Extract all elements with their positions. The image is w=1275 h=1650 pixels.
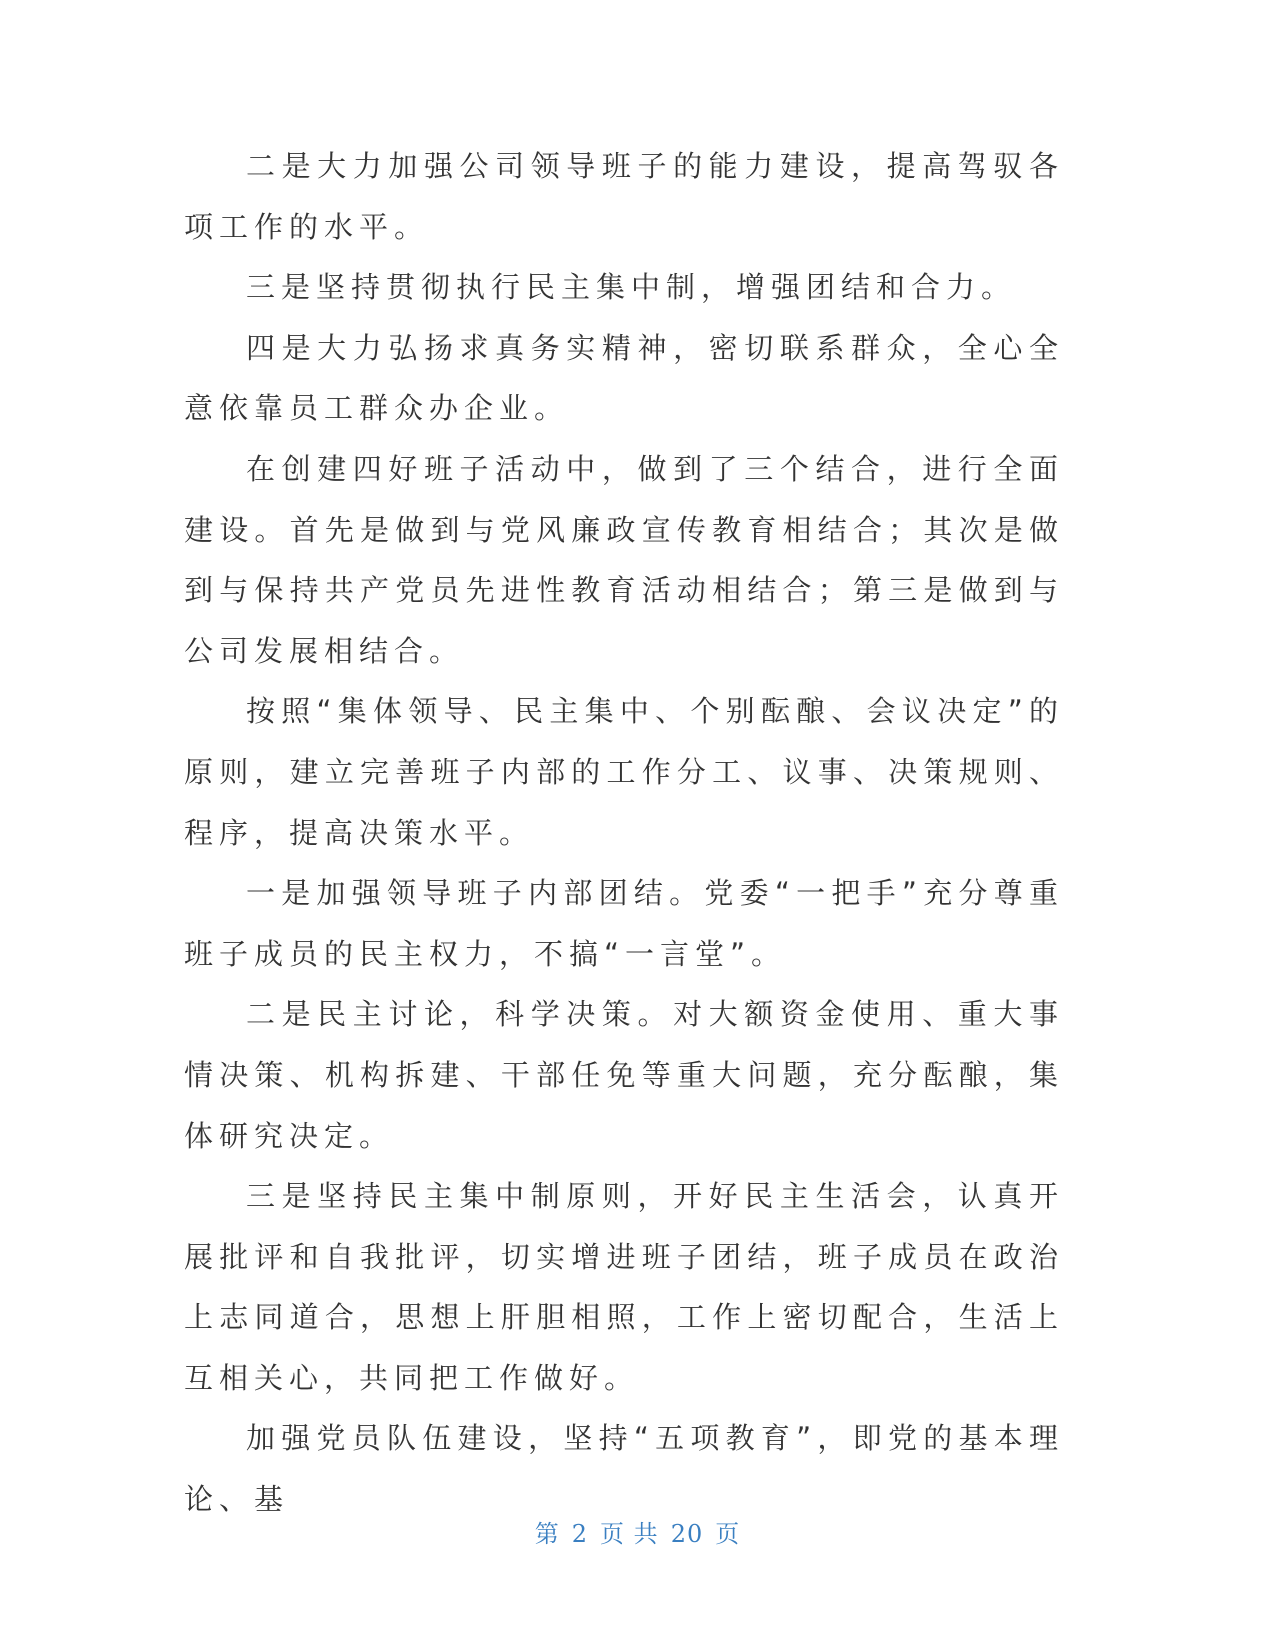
paragraph-8: 三是坚持民主集中制原则，开好民主生活会，认真开展批评和自我批评，切实增进班子团结，班子成员在政治上志同道合，思想上肝胆相照，工作上密切配合，生活上互相关心，共同把工作做好。 xyxy=(184,1179,1064,1395)
paragraph-3: 四是大力弘扬求真务实精神，密切联系群众，全心全意依靠员工群众办企业。 xyxy=(184,330,1064,426)
paragraph-9: 加强党员队伍建设，坚持“五项教育”，即党的基本理论、基 xyxy=(184,1421,1064,1517)
page-footer xyxy=(0,1514,1275,1549)
footer-middle: 页 共 xyxy=(600,1520,659,1548)
paragraph-5: 按照“集体领导、民主集中、个别酝酿、会议决定”的原则，建立完善班子内部的工作分工、议事、决策规则、程序，提高决策水平。 xyxy=(184,694,1064,850)
footer-suffix: 页 xyxy=(715,1520,741,1548)
footer-total-pages: 20 xyxy=(670,1520,704,1548)
footer-prefix: 第 xyxy=(534,1520,560,1548)
document-body xyxy=(184,136,1064,1530)
footer-current-page: 2 xyxy=(571,1520,589,1548)
paragraph-6: 一是加强领导班子内部团结。党委“一把手”充分尊重班子成员的民主权力，不搞“一言堂”。 xyxy=(184,876,1064,971)
paragraph-2: 三是坚持贯彻执行民主集中制，增强团结和合力。 xyxy=(246,270,1017,305)
paragraph-7: 二是民主讨论，科学决策。对大额资金使用、重大事情决策、机构拆建、干部任免等重大问题，充分酝酿，集体研究决定。 xyxy=(184,997,1064,1153)
paragraph-1: 二是大力加强公司领导班子的能力建设，提高驾驭各项工作的水平。 xyxy=(184,149,1064,244)
paragraph-4: 在创建四好班子活动中，做到了三个结合，进行全面建设。首先是做到与党风廉政宣传教育相结合；其次是做到与保持共产党员先进性教育活动相结合；第三是做到与公司发展相结合。 xyxy=(184,451,1064,668)
